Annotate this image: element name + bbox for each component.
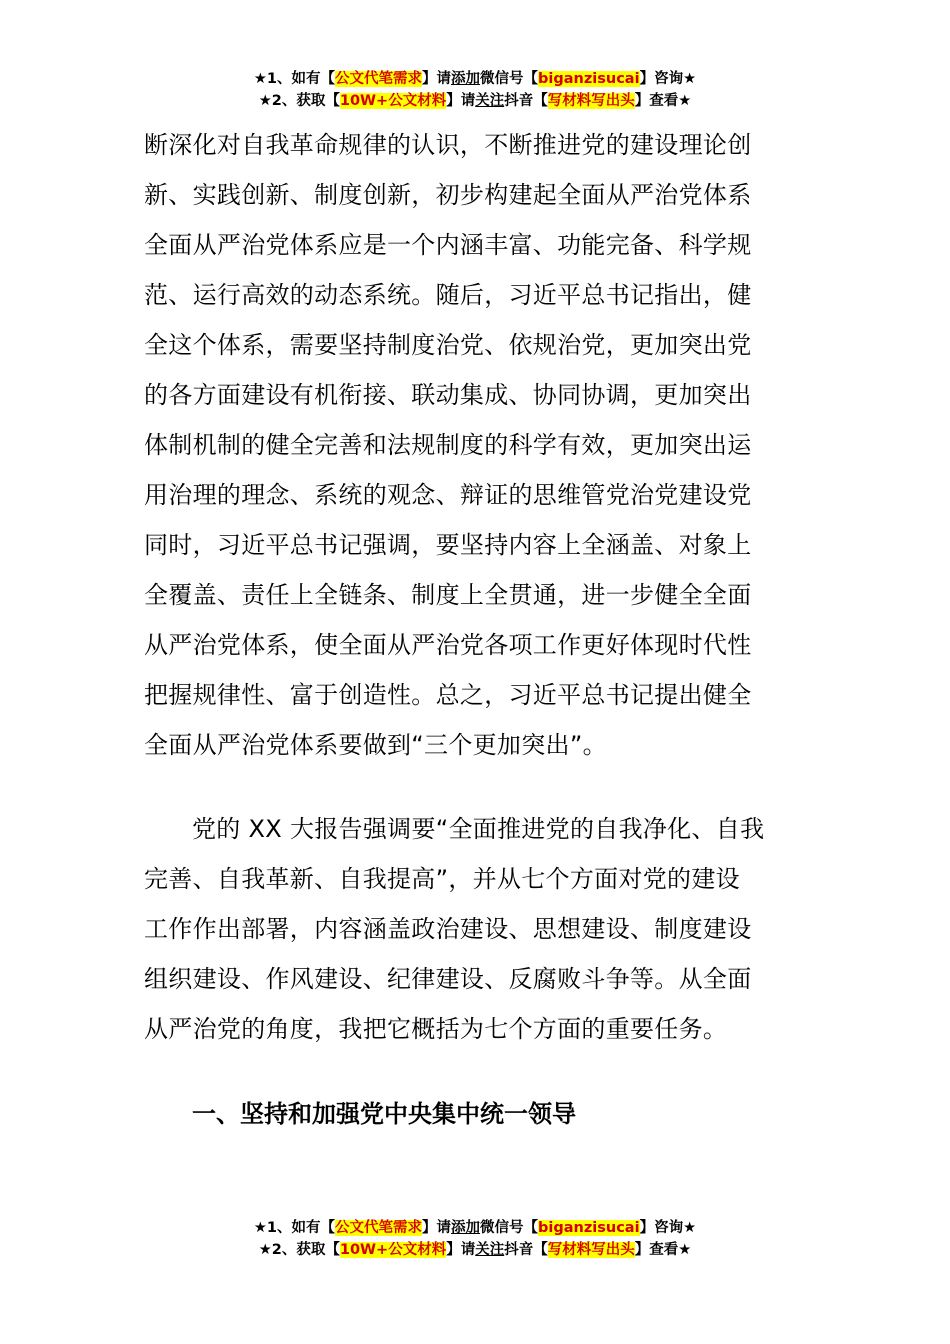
- banner-highlight: 公文代笔需求: [335, 1220, 423, 1236]
- banner-line-1: [0, 1217, 950, 1239]
- banner-text: 】请: [446, 93, 476, 109]
- text-line: 新、实践创新、制度创新，初步构建起全面从严治党体系: [144, 181, 752, 209]
- banner-highlight: 10W+公文材料: [339, 1242, 447, 1258]
- text-line: 全覆盖、责任上全链条、制度上全贯通，进一步健全全面: [144, 581, 752, 609]
- footer-banner: [0, 1217, 950, 1261]
- banner-text: 】查看★: [634, 93, 692, 109]
- banner-text: 抖音【: [504, 93, 548, 109]
- banner-text: 】请: [446, 1242, 476, 1258]
- banner-underline: 关注: [475, 1242, 505, 1258]
- text-line: 全这个体系，需要坚持制度治党、依规治党，更加突出党: [144, 331, 752, 359]
- banner-line-1: [0, 68, 950, 90]
- text-line: 同时，习近平总书记强调，要坚持内容上全涵盖、对象上: [144, 531, 752, 559]
- banner-highlight: 10W+公文材料: [339, 93, 447, 109]
- banner-text: 微信号【: [480, 71, 539, 87]
- text-line: 断深化对自我革命规律的认识，不断推进党的建设理论创: [144, 131, 752, 159]
- banner-underline: 添加: [451, 71, 481, 87]
- text-line: 党的 XX 大报告强调要“全面推进党的自我净化、自我: [192, 815, 765, 843]
- text-line: 从严治党的角度，我把它概括为七个方面的重要任务。: [144, 1015, 728, 1043]
- text-line: 从严治党体系，使全面从严治党各项工作更好体现时代性: [144, 631, 752, 659]
- banner-highlight: biganzisucai: [538, 1220, 640, 1236]
- banner-text: 】请: [422, 1220, 452, 1236]
- text-line: 用治理的理念、系统的观念、辩证的思维管党治党建设党: [144, 481, 752, 509]
- header-banner: [0, 68, 950, 112]
- paragraph-1: [144, 120, 814, 770]
- text-line: 完善、自我革新、自我提高”，并从七个方面对党的建设: [144, 865, 740, 893]
- banner-line-2: [0, 1239, 950, 1261]
- banner-text: 】咨询★: [639, 1220, 697, 1236]
- banner-underline: 关注: [475, 93, 505, 109]
- text-line: 的各方面建设有机衔接、联动集成、协同协调，更加突出: [144, 381, 752, 409]
- banner-line-2: [0, 90, 950, 112]
- banner-text: ★2、获取【: [258, 1242, 340, 1258]
- banner-underline: 添加: [451, 1220, 481, 1236]
- text-line: 全面从严治党体系应是一个内涵丰富、功能完备、科学规: [144, 231, 752, 259]
- banner-highlight: 写材料写出头: [547, 93, 635, 109]
- banner-text: ★2、获取【: [258, 93, 340, 109]
- text-line: 范、运行高效的动态系统。随后，习近平总书记指出，健: [144, 281, 752, 309]
- banner-highlight: 写材料写出头: [547, 1242, 635, 1258]
- banner-text: ★1、如有【: [253, 71, 336, 87]
- text-line: 全面从严治党体系要做到“三个更加突出”。: [144, 731, 607, 759]
- banner-text: 】请: [422, 71, 452, 87]
- text-line: 工作作出部署，内容涵盖政治建设、思想建设、制度建设: [144, 915, 752, 943]
- section-heading: 一、坚持和加强党中央集中统一领导: [192, 1100, 576, 1128]
- paragraph-2: [144, 804, 814, 1054]
- banner-text: 抖音【: [504, 1242, 548, 1258]
- text-line: 体制机制的健全完善和法规制度的科学有效，更加突出运: [144, 431, 752, 459]
- banner-text: 】咨询★: [639, 71, 697, 87]
- text-line: 把握规律性、富于创造性。总之，习近平总书记提出健全: [144, 681, 752, 709]
- banner-text: ★1、如有【: [253, 1220, 336, 1236]
- banner-text: 微信号【: [480, 1220, 539, 1236]
- text-line: 组织建设、作风建设、纪律建设、反腐败斗争等。从全面: [144, 965, 752, 993]
- banner-highlight: biganzisucai: [538, 71, 640, 87]
- banner-text: 】查看★: [634, 1242, 692, 1258]
- banner-highlight: 公文代笔需求: [335, 71, 423, 87]
